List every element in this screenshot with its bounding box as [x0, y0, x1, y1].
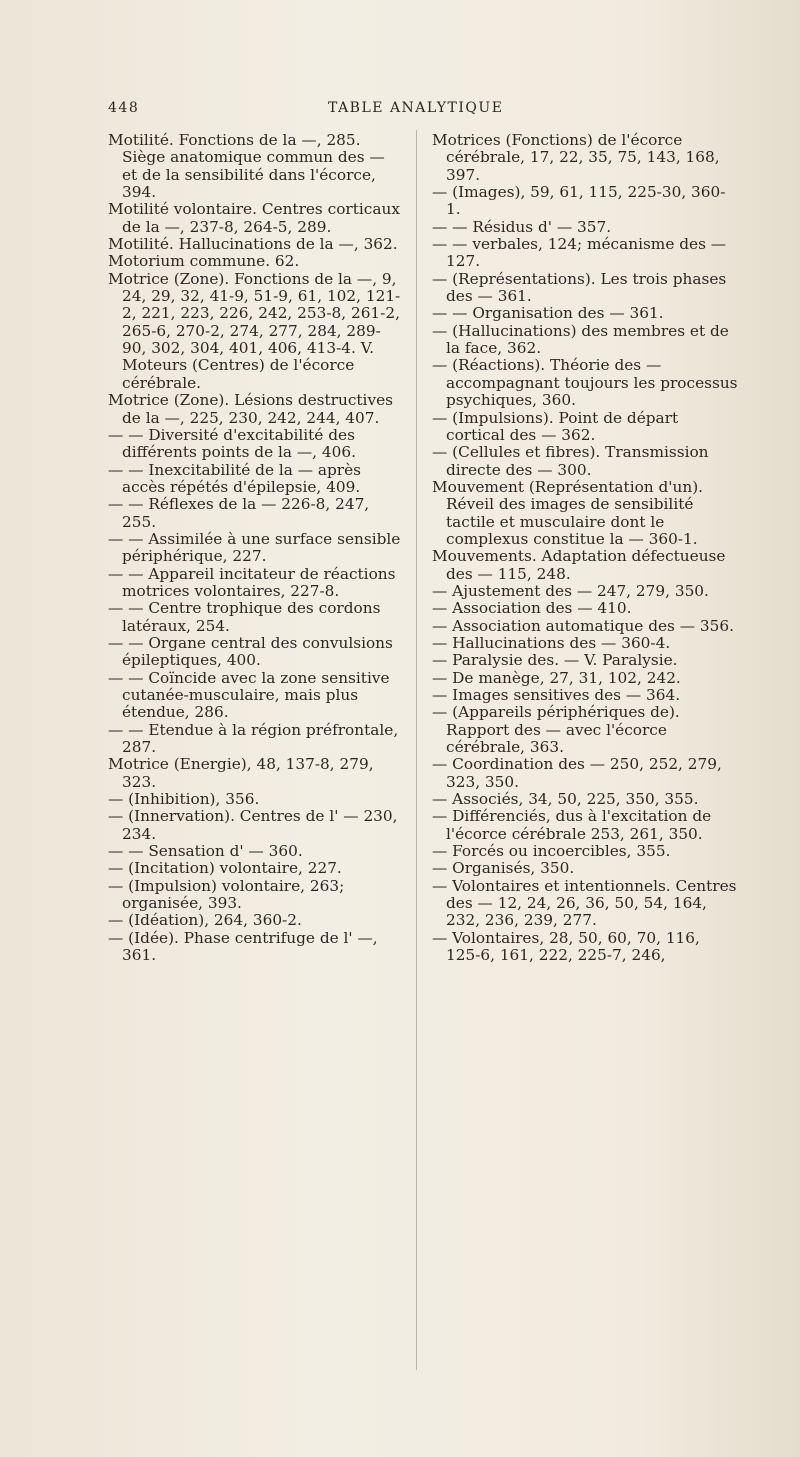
- index-entry: — — verbales, 124; mécanisme des — 127.: [432, 235, 727, 271]
- index-entry: — Forcés ou incoercibles, 355.: [432, 842, 671, 861]
- index-entry: — Volontaires, 28, 50, 60, 70, 116, 125-6, 161, 222, 225-7, 246,: [432, 928, 700, 965]
- index-entry: — — Assimilée à une surface sensible périphérique, 227.: [108, 529, 401, 566]
- index-entry: — (Inhibition), 356.: [108, 790, 260, 809]
- left-column: [108, 132, 404, 965]
- index-entry: — (Impulsions). Point de départ cortical des — 362.: [432, 408, 679, 444]
- index-entry: — (Cellules et fibres). Transmission directe des — 300.: [432, 443, 709, 479]
- column-divider: [416, 130, 417, 1370]
- index-entry: — Organisés, 350.: [432, 859, 575, 878]
- index-entry: — Ajustement des — 247, 279, 350.: [432, 581, 709, 600]
- index-entry: Motrice (Zone). Lésions destructives de la —, 225, 230, 242, 244, 407.: [108, 391, 393, 427]
- index-entry: — Différenciés, dus à l'excitation de l'écorce cérébrale 253, 261, 350.: [432, 807, 712, 843]
- running-title: TABLE ANALYTIQUE: [328, 100, 504, 116]
- index-entry: Motrices (Fonctions) de l'écorce cérébrale, 17, 22, 35, 75, 143, 168, 397.: [432, 131, 720, 184]
- index-entry: Motilité. Fonctions de la —, 285. Siège anatomique commun des — et de la sensibilité dans l'écorce, 394.: [108, 131, 385, 202]
- index-entry: — (Impulsion) volontaire, 263; organisée, 393.: [108, 876, 345, 913]
- index-entry: Motilité. Hallucinations de la —, 362.: [108, 235, 398, 254]
- index-entry: — Associés, 34, 50, 225, 350, 355.: [432, 790, 699, 809]
- index-entry: — — Diversité d'excitabilité des différents points de la —, 406.: [108, 425, 356, 462]
- index-entry: Mouvements. Adaptation défectueuse des — 115, 248.: [432, 547, 726, 583]
- index-entry: Motorium commune. 62.: [108, 252, 300, 271]
- index-entry: — — Inexcitabilité de la — après accès répétés d'épilepsie, 409.: [108, 460, 362, 496]
- index-entry: — (Réactions). Théorie des — accompagnant toujours les processus psychiques, 360.: [432, 356, 738, 410]
- index-entry: — Paralysie des. — V. Paralysie.: [432, 651, 678, 670]
- index-entry: — — Organisation des — 361.: [432, 304, 664, 323]
- index-entry: Motilité volontaire. Centres corticaux de la —, 237-8, 264-5, 289.: [108, 200, 400, 236]
- page-header: [108, 100, 748, 120]
- right-column: [432, 132, 738, 965]
- index-entry: — — Appareil incitateur de réactions motrices volontaires, 227-8.: [108, 564, 396, 600]
- index-entry: — (Idéation), 264, 360-2.: [108, 911, 302, 930]
- index-entry: — De manège, 27, 31, 102, 242.: [432, 668, 681, 687]
- index-entry: — (Idée). Phase centrifuge de l' —, 361.: [108, 928, 378, 965]
- index-entry: — — Résidus d' — 357.: [432, 217, 612, 236]
- index-entry: — (Images), 59, 61, 115, 225-30, 360-1.: [432, 183, 726, 219]
- index-entry: — Coordination des — 250, 252, 279, 323, 350.: [432, 755, 722, 791]
- index-entry: — — Etendue à la région préfrontale, 287.: [108, 720, 399, 757]
- index-entry: — Association automatique des — 356.: [432, 616, 734, 635]
- index-entry: — — Organe central des convulsions épileptiques, 400.: [108, 633, 393, 670]
- index-entry: Motrice (Energie), 48, 137-8, 279, 323.: [108, 755, 374, 791]
- page-number: 448: [108, 100, 140, 116]
- index-entry: Mouvement (Représentation d'un). Réveil des images de sensibilité tactile et musculaire dont le complexus constitue la — 360-1.: [432, 477, 704, 548]
- index-entry: — Volontaires et intentionnels. Centres des — 12, 24, 26, 36, 50, 54, 164, 232, 236, 239, 277.: [432, 876, 737, 930]
- index-entry: — — Réflexes de la — 226-8, 247, 255.: [108, 495, 370, 531]
- index-entry: — (Hallucinations) des membres et de la face, 362.: [432, 321, 729, 358]
- index-entry: — Hallucinations des — 360-4.: [432, 633, 671, 652]
- index-entry: — Association des — 410.: [432, 599, 632, 618]
- index-entry: — — Centre trophique des cordons latéraux, 254.: [108, 599, 381, 635]
- index-entry: — (Appareils périphériques de). Rapport des — avec l'écorce cérébrale, 363.: [432, 703, 680, 757]
- index-entry: — (Incitation) volontaire, 227.: [108, 859, 342, 878]
- index-entry: Motrice (Zone). Fonctions de la —, 9, 24, 29, 32, 41-9, 51-9, 61, 102, 121-2, 221, 223, 226, 242, 253-8, 261-2, 265-6, 270-2, 274, 277, 284, 289-90, 302, 304, 401, 406, 413-4. V. Moteurs (Centres) de l'écorce cérébrale.: [108, 269, 401, 392]
- index-entry: — Images sensitives des — 364.: [432, 686, 681, 704]
- index-entry: — — Sensation d' — 360.: [108, 842, 303, 861]
- index-entry: — — Coïncide avec la zone sensitive cutanée-musculaire, mais plus étendue, 286.: [108, 668, 390, 722]
- index-entry: — (Innervation). Centres de l' — 230, 234.: [108, 807, 398, 843]
- index-entry: — (Représentations). Les trois phases des — 361.: [432, 269, 727, 306]
